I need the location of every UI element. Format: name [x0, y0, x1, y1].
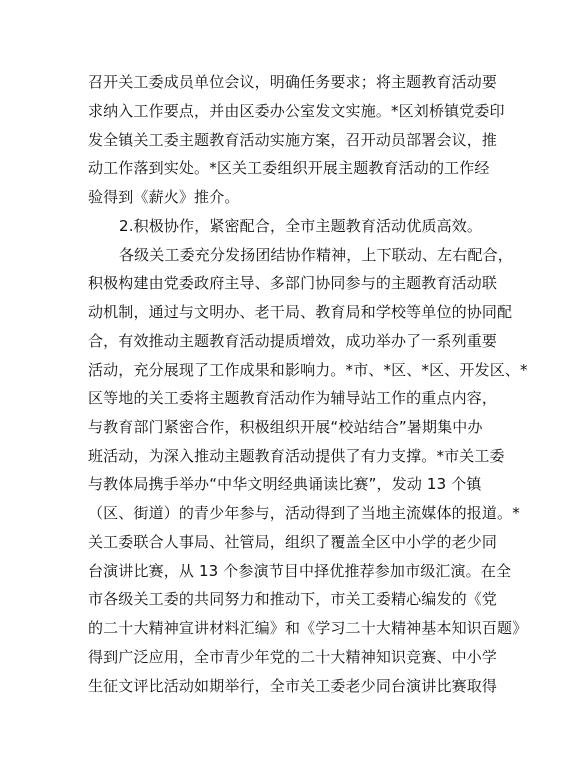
text-line: 关工委联合人事局、社管局，组织了覆盖全区中小学的老少同 — [88, 533, 498, 551]
text-line: 得到广泛应用，全市青少年党的二十大精神知识竞赛、中小学 — [88, 648, 498, 666]
text-line: 验得到《薪火》推介。 — [88, 188, 240, 206]
paragraph-first-line: 各级关工委充分发扬团结协作精神，上下联动、左右配合， — [119, 246, 513, 264]
text-line: 积极构建由党委政府主导、多部门协同参与的主题教育活动联 — [88, 274, 498, 292]
text-line: 动工作落到实处。*区关工委组织开展主题教育活动的工作经 — [88, 159, 490, 177]
text-line: 市各级关工委的共同努力和推动下，市关工委精心编发的《党 — [88, 590, 498, 608]
text-line: 区等地的关工委将主题教育活动作为辅导站工作的重点内容， — [88, 389, 498, 407]
text-line: 的二十大精神宣讲材料汇编》和《学习二十大精神基本知识百题》 — [88, 619, 528, 637]
section-heading: 2.积极协作，紧密配合，全市主题教育活动优质高效。 — [119, 217, 483, 235]
text-line: 合，有效推动主题教育活动提质增效，成功举办了一系列重要 — [88, 332, 498, 350]
text-line: 班活动，为深入推动主题教育活动提供了有力支撑。*市关工委 — [88, 447, 505, 465]
text-line: 生征文评比活动如期举行，全市关工委老少同台演讲比赛取得 — [88, 677, 498, 695]
text-line: 台演讲比赛，从 13 个参演节目中择优推荐参加市级汇演。在全 — [88, 562, 512, 580]
text-line: 动机制，通过与文明办、老干局、教育局和学校等单位的协同配 — [88, 303, 513, 321]
text-line: （区、街道）的青少年参与，活动得到了当地主流媒体的报道。* — [88, 504, 520, 522]
text-line: 与教育部门紧密合作，积极组织开展“校站结合”暑期集中办 — [88, 418, 483, 436]
text-line: 发全镇关工委主题教育活动实施方案，召开动员部署会议，推 — [88, 131, 498, 149]
text-line: 活动，充分展现了工作成果和影响力。*市、*区、*区、开发区、* — [88, 361, 528, 379]
text-line: 求纳入工作要点，并由区委办公室发文实施。*区刘桥镇党委印 — [88, 102, 505, 120]
text-line: 与教体局携手举办“中华文明经典诵读比赛”，发动 13 个镇 — [88, 475, 482, 493]
text-line: 召开关工委成员单位会议，明确任务要求；将主题教育活动要 — [88, 73, 498, 91]
